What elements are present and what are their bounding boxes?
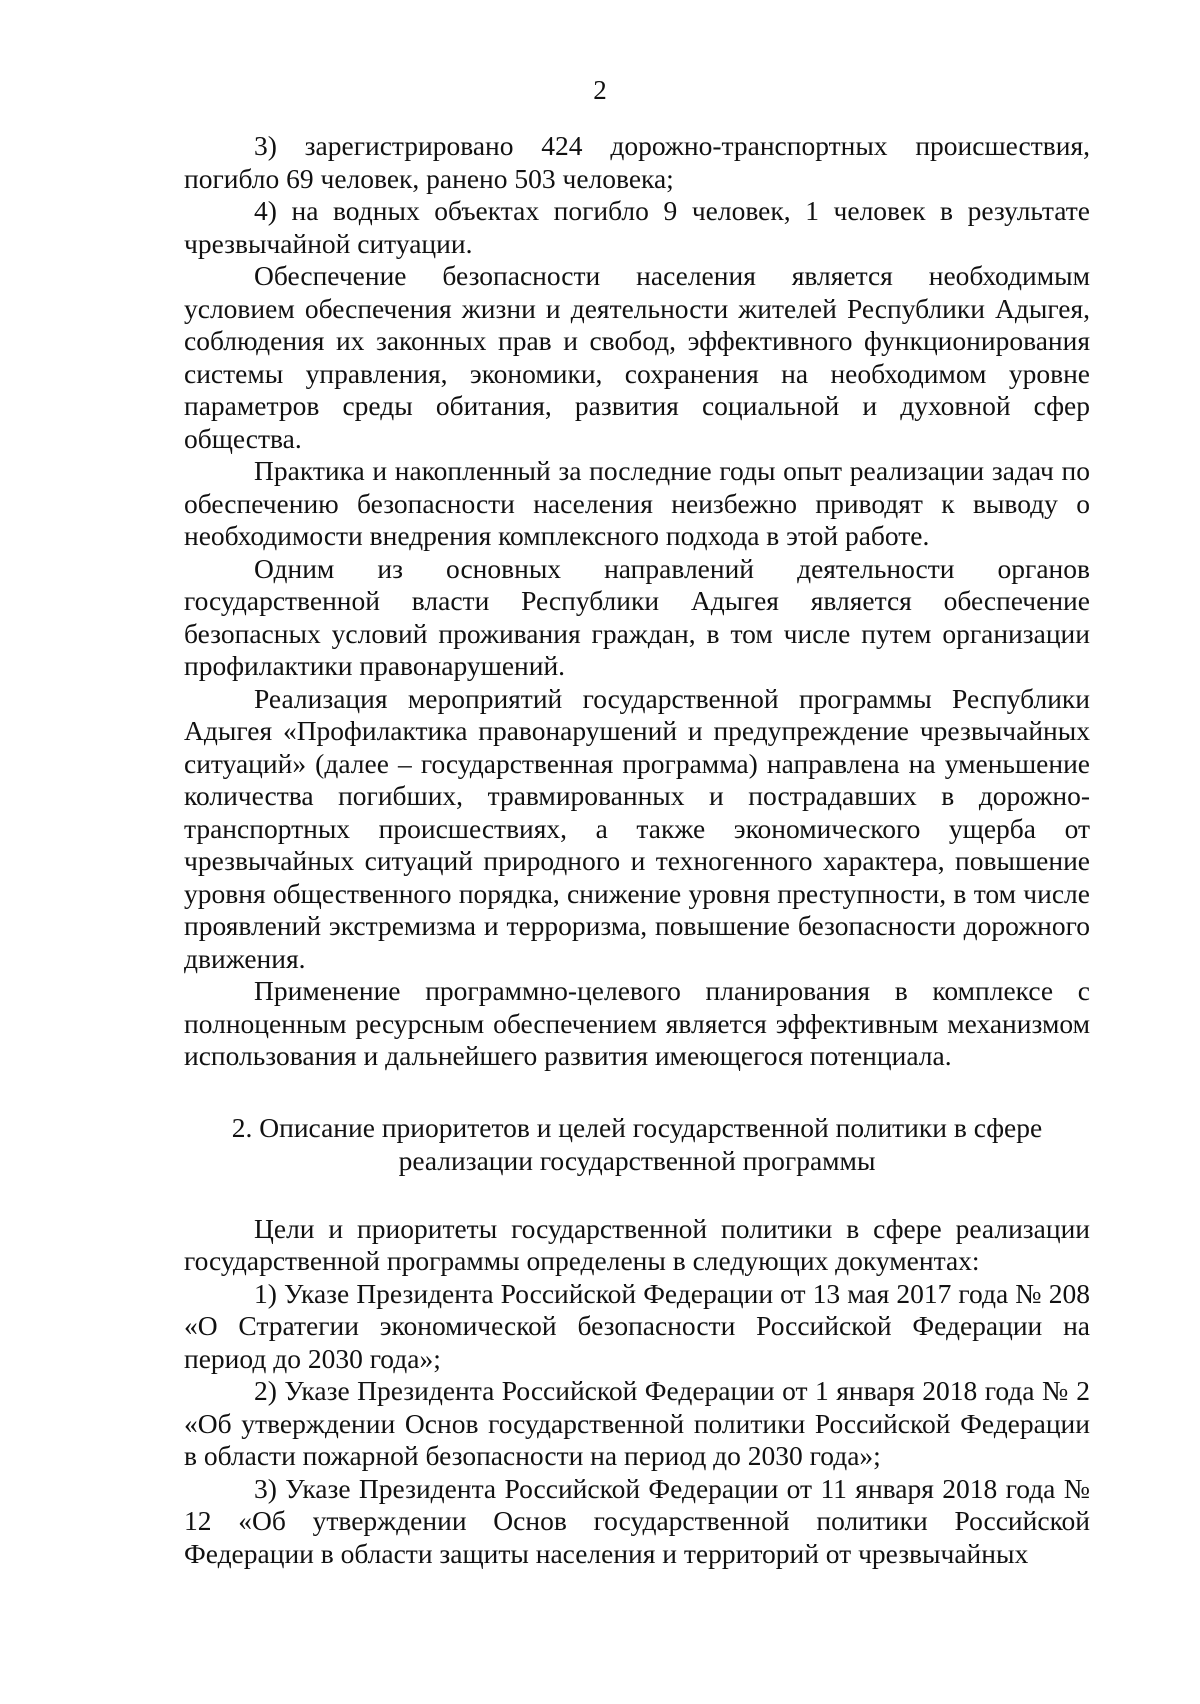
paragraph-practice: Практика и накопленный за последние годы опыт реализации задач по обеспечению безопасности населения неизбежно приводят к выводу о необходимости внедрения комплексного подхода в этой работе. [184,455,1090,551]
section-heading-line-2: реализации государственной программы [398,1144,876,1176]
paragraph-decree-3: 3) Указе Президента Российской Федерации от 11 января 2018 года № 12 «Об утверждении Основ государственной политики Российской Федерации в области защиты населения и территорий от чрезвычайных [184,1472,1090,1569]
paragraph-decree-2: 2) Указе Президента Российской Федерации от 1 января 2018 года № 2 «Об утверждении Основ государственной политики Российской Федерации в области пожарной безопасности на период до 2030 года»; [184,1375,1090,1471]
document-body [184,130,1090,1570]
paragraph-planning: Применение программно-целевого планирования в комплексе с полноценным ресурсным обеспечением является эффективным механизмом использования и дальнейшего развития имеющегося потенциала. [184,975,1090,1071]
paragraph-directions: Одним из основных направлений деятельности органов государственной власти Республики Адыгея является обеспечение безопасных условий проживания граждан, в том числе путем организации профилактики правонарушений. [184,552,1090,681]
paragraph-security: Обеспечение безопасности населения является необходимым условием обеспечения жизни и деятельности жителей Республики Адыгея, соблюдения их законных прав и свобод, эффективного функционирования системы управления, экономики, сохранения на необходимом уровне параметров среды обитания, развития социальной и духовной сфер общества. [184,260,1090,454]
paragraph-item-3: 3) зарегистрировано 424 дорожно-транспортных происшествия, погибло 69 человек, ранено 503 человека; [184,130,1090,194]
paragraph-item-4: 4) на водных объектах погибло 9 человек, 1 человек в результате чрезвычайной ситуации. [184,195,1090,259]
page-number: 2 [593,75,607,105]
paragraph-decree-1: 1) Указе Президента Российской Федерации от 13 мая 2017 года № 208 «О Стратегии экономической безопасности Российской Федерации на период до 2030 года»; [184,1277,1090,1374]
section-heading-line-1: 2. Описание приоритетов и целей государственной политики в сфере [231,1111,1043,1143]
section-heading [184,1111,1090,1177]
paragraph-program: Реализация мероприятий государственной программы Республики Адыгея «Профилактика правонарушений и предупреждение чрезвычайных ситуаций» (далее – государственная программа) направлена на уменьшение количества погибших, травмированных и пострадавших в дорожно-транспортных происшествиях, а также экономического ущерба от чрезвычайных ситуаций природного и техногенного характера, повышение уровня общественного порядка, снижение уровня преступности, в том числе проявлений экстремизма и терроризма, повышение безопасности дорожного движения. [184,682,1090,974]
paragraph-goals: Цели и приоритеты государственной политики в сфере реализации государственной программы определены в следующих документах: [184,1212,1090,1276]
